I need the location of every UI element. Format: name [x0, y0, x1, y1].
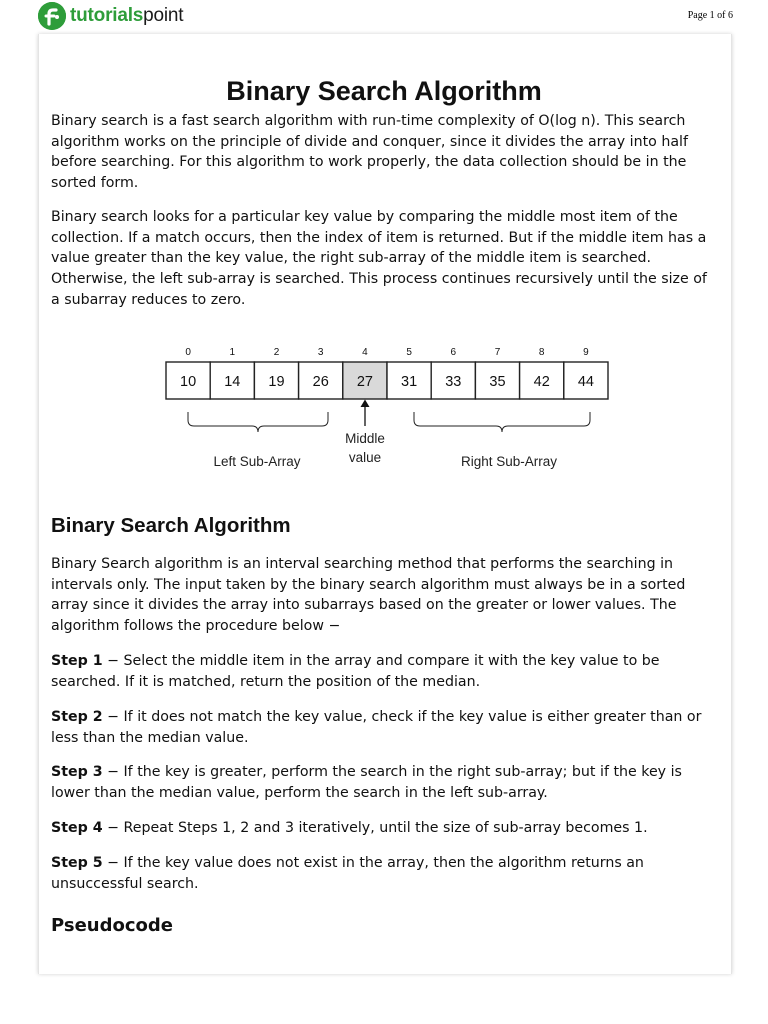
step-3-text: − If the key is greater, perform the search in the right sub-array; but if the key is lower than the median value, perform the search in the left sub-array.	[51, 764, 682, 801]
array-index-label: 8	[538, 347, 545, 358]
array-index-label: 2	[273, 347, 280, 358]
step-2	[51, 707, 719, 748]
binary-search-diagram	[150, 340, 620, 480]
step-3-label: Step 3	[51, 764, 103, 780]
array-diagram-svg	[150, 340, 620, 480]
right-sub-array-label: Right Sub-Array	[460, 454, 558, 469]
step-1-label: Step 1	[51, 653, 103, 669]
middle-label-line1: Middle	[345, 431, 385, 446]
middle-label-line2: value	[348, 450, 382, 465]
right-sub-array-brace	[414, 412, 590, 432]
array-cell-value: 44	[577, 374, 594, 390]
array-cell-value: 19	[268, 374, 285, 390]
section-heading: Binary Search Algorithm	[51, 514, 291, 537]
array-cell-value: 42	[533, 374, 550, 390]
array-cell-value: 27	[356, 374, 373, 390]
array-cell-value: 10	[180, 374, 197, 390]
step-1	[51, 651, 719, 692]
array-cell-value: 31	[401, 374, 418, 390]
step-5	[51, 853, 719, 894]
array-index-label: 4	[362, 347, 368, 358]
array-index-label: 5	[406, 347, 412, 358]
middle-arrow-head	[361, 400, 370, 408]
page-header	[0, 0, 768, 34]
array-index-label: 6	[450, 347, 457, 358]
array-cell-value: 35	[489, 374, 506, 390]
step-3	[51, 762, 719, 803]
left-sub-array-brace	[188, 412, 328, 432]
array-index-label: 3	[317, 347, 324, 358]
step-4-label: Step 4	[51, 820, 103, 836]
array-index-label: 0	[185, 347, 191, 358]
array-cell-value: 14	[224, 374, 241, 390]
tutorialspoint-logo[interactable]	[38, 2, 183, 30]
page-number: Page 1 of 6	[687, 10, 733, 21]
step-4-text: − Repeat Steps 1, 2 and 3 iteratively, until the size of sub-array becomes 1.	[102, 820, 648, 836]
step-5-text: − If the key value does not exist in the array, then the algorithm returns an unsuccessful search.	[51, 855, 644, 892]
pseudocode-heading: Pseudocode	[51, 915, 173, 936]
array-index-label: 1	[229, 347, 236, 358]
step-4	[51, 818, 719, 839]
logo-text-point: point	[143, 5, 184, 26]
step-5-label: Step 5	[51, 855, 103, 871]
logo-text-tutorials: tutorials	[70, 5, 144, 26]
array-cell-value: 33	[445, 374, 462, 390]
array-index-label: 9	[583, 347, 589, 358]
left-sub-array-label: Left Sub-Array	[213, 454, 301, 469]
logo-text	[70, 5, 183, 27]
page-title: Binary Search Algorithm	[226, 76, 542, 107]
step-2-label: Step 2	[51, 709, 103, 725]
logo-icon	[38, 2, 66, 30]
step-1-text: − Select the middle item in the array and compare it with the key value to be searched. If it is matched, return the position of the median.	[51, 653, 660, 690]
step-2-text: − If it does not match the key value, check if the key value is either greater than or less than the median value.	[51, 709, 702, 746]
section-paragraph: Binary Search algorithm is an interval searching method that performs the searching in intervals only. The input taken by the binary search algorithm must always be in a sorted array since it divides the array into subarrays based on the greater or lower values. The algorithm follows the procedure below −	[51, 556, 686, 635]
intro-paragraph-1: Binary search is a fast search algorithm with run-time complexity of Ο(log n). This search algorithm works on the principle of divide and conquer, since it divides the array into half before searching. For this algorithm to work properly, the data collection should be in the sorted form.	[51, 113, 688, 192]
intro-paragraph-2: Binary search looks for a particular key value by comparing the middle most item of the collection. If a match occurs, then the index of item is returned. But if the middle item has a value greater than the key value, the right sub-array of the middle item is searched. Otherwise, the left sub-array is searched. This process continues recursively until the size of a subarray reduces to zero.	[51, 209, 707, 308]
array-cell-value: 26	[312, 374, 329, 390]
array-index-label: 7	[494, 347, 501, 358]
